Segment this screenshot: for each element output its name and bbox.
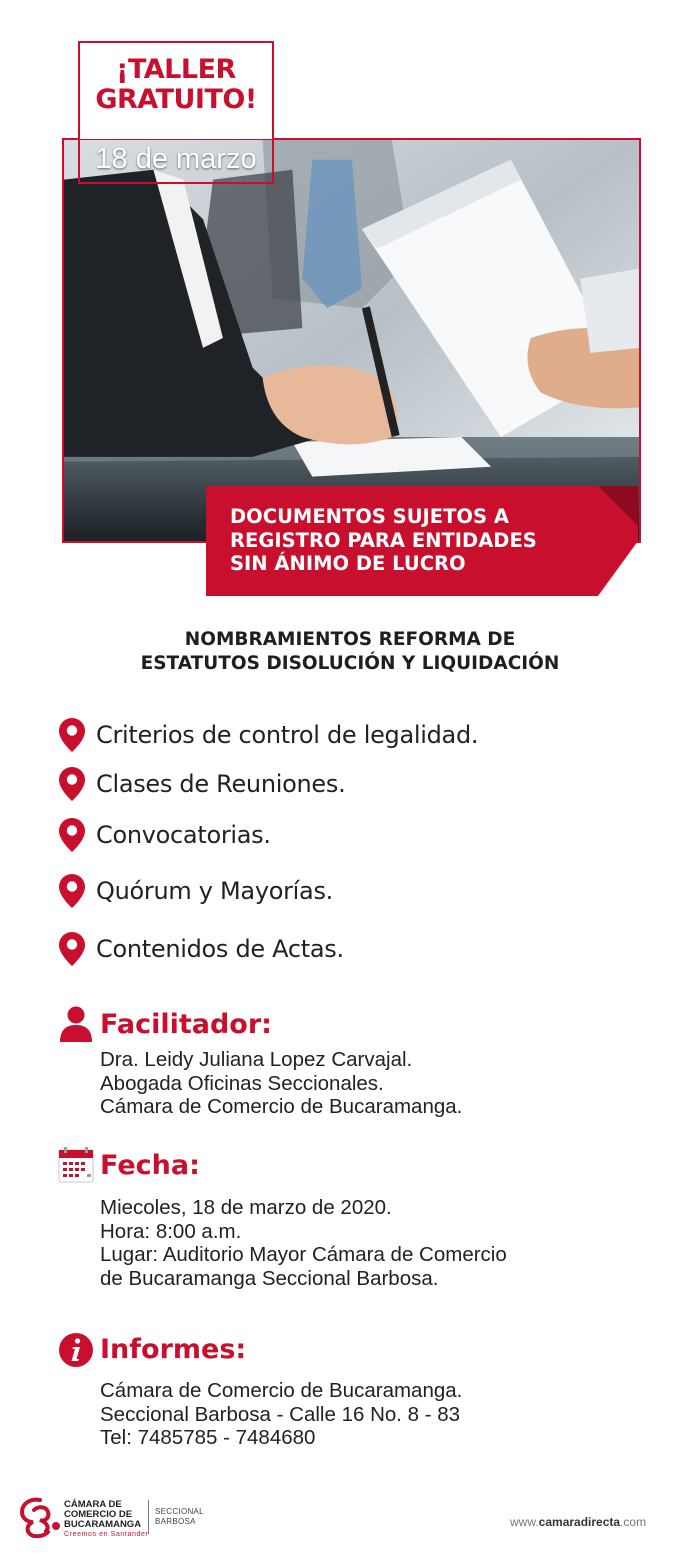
informes-details — [100, 1379, 462, 1450]
fecha-details — [100, 1196, 507, 1290]
topic-text: Contenidos de Actas. — [96, 935, 344, 963]
topic-text: Clases de Reuniones. — [96, 770, 346, 798]
hero-photo — [62, 138, 641, 543]
taller-badge-title — [80, 55, 272, 115]
fecha-line: de Bucaramanga Seccional Barbosa. — [100, 1266, 439, 1290]
map-pin-icon — [58, 931, 86, 967]
banner-line: SIN ÁNIMO DE LUCRO — [230, 552, 466, 575]
event-date-label: 18 de marzo — [95, 143, 257, 175]
taller-line: GRATUITO! — [95, 84, 257, 115]
facilitador-line: Abogada Oficinas Seccionales. — [100, 1071, 384, 1095]
topic-text: Quórum y Mayorías. — [96, 877, 333, 905]
map-pin-icon — [58, 717, 86, 753]
footer-tagline: Creemos en Santander — [64, 1531, 149, 1538]
topic-text: Convocatorias. — [96, 821, 271, 849]
footer-org-line: BUCARAMANGA — [64, 1519, 142, 1530]
facilitador-details — [100, 1048, 462, 1119]
meeting-illustration — [64, 140, 639, 541]
footer-seccional — [155, 1507, 204, 1526]
topic-item — [58, 929, 344, 969]
footer-org-line: CÁMARA DE — [64, 1499, 122, 1510]
banner-title — [230, 505, 590, 576]
topic-item — [58, 764, 345, 804]
topic-item — [58, 715, 478, 755]
camara-logo-icon — [18, 1496, 68, 1538]
informes-line: Cámara de Comercio de Bucaramanga. — [100, 1379, 463, 1402]
subtitle-line: ESTATUTOS DISOLUCIÓN Y LIQUIDACIÓN — [140, 653, 560, 674]
fecha-line: Lugar: Auditorio Mayor Cámara de Comercio — [100, 1243, 507, 1266]
info-icon — [58, 1330, 94, 1368]
informes-heading — [58, 1330, 246, 1368]
facilitador-title: Facilitador: — [100, 1008, 272, 1040]
subtitle-line: NOMBRAMIENTOS REFORMA DE — [184, 629, 516, 650]
facilitador-line: Cámara de Comercio de Bucaramanga. — [100, 1095, 463, 1118]
footer-divider — [148, 1500, 149, 1534]
web-suffix: .com — [620, 1515, 647, 1529]
informes-line: Seccional Barbosa - Calle 16 No. 8 - 83 — [100, 1402, 461, 1426]
person-icon — [58, 1005, 94, 1043]
map-pin-icon — [58, 817, 86, 853]
footer-seccional-line: BARBOSA — [155, 1516, 196, 1526]
facilitador-heading — [58, 1005, 272, 1043]
topic-text: Criterios de control de legalidad. — [96, 721, 479, 749]
informes-title: Informes: — [100, 1333, 247, 1365]
workshop-subtitle — [40, 628, 660, 676]
fecha-line: Miecoles, 18 de marzo de 2020. — [100, 1196, 392, 1219]
banner-line: DOCUMENTOS SUJETOS A — [230, 505, 509, 528]
taller-line: ¡TALLER — [116, 54, 236, 85]
banner-line: REGISTRO PARA ENTIDADES — [230, 528, 537, 552]
facilitador-line: Dra. Leidy Juliana Lopez Carvajal. — [100, 1048, 413, 1071]
footer-website-link[interactable] — [510, 1515, 646, 1529]
footer-org-line: COMERCIO DE — [64, 1509, 133, 1520]
map-pin-icon — [58, 766, 86, 802]
web-main: camaradirecta — [538, 1515, 621, 1529]
fecha-title: Fecha: — [100, 1149, 200, 1181]
footer-seccional-line: SECCIONAL — [155, 1507, 204, 1516]
informes-line: Tel: 7485785 - 7484680 — [100, 1426, 316, 1449]
topic-item — [58, 871, 333, 911]
calendar-icon — [58, 1146, 94, 1184]
fecha-line: Hora: 8:00 a.m. — [100, 1219, 242, 1243]
footer-org-name — [64, 1500, 141, 1530]
fecha-heading — [58, 1146, 200, 1184]
topic-item — [58, 815, 271, 855]
web-prefix: www. — [510, 1515, 539, 1529]
map-pin-icon — [58, 873, 86, 909]
